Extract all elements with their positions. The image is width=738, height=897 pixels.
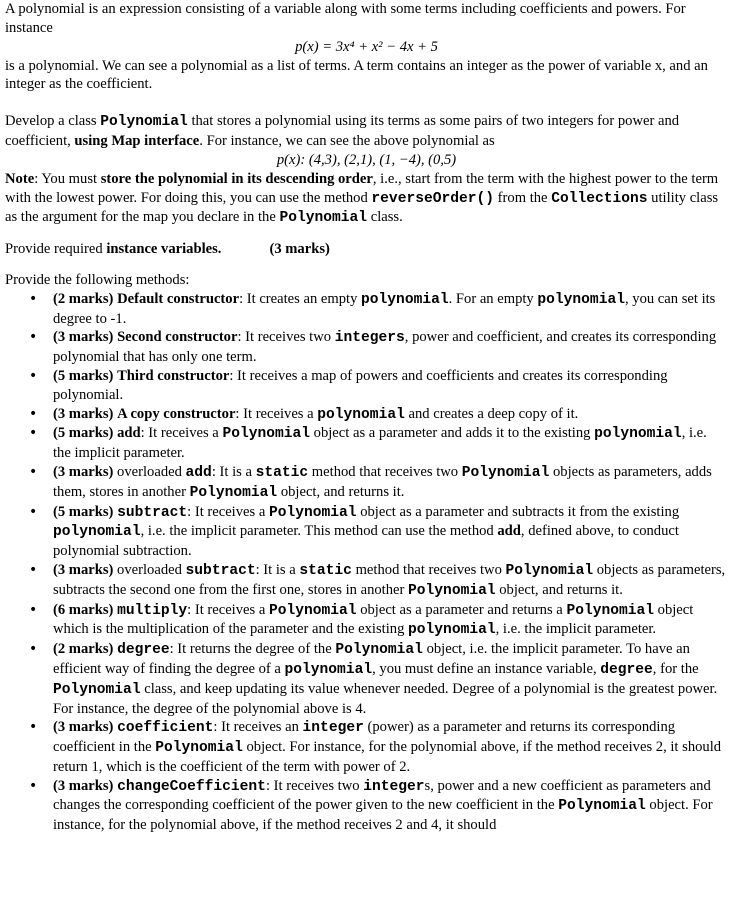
list-item: • (2 marks) Default constructor: It creates an empty polynomial. For an empty polynomial, you can set its degree to -1. [29,290,716,327]
spacer [5,94,728,112]
list-item: • (6 marks) multiply: It receives a Polynomial object as a parameter and returns a Polynomial object which is the multiplication of the parameter and the existing polynomial, i.e. the implicit parameter. [29,601,694,639]
list-item: • (3 marks) Second constructor: It receives two integers, power and coefficient, and creates its corresponding polynomial that has only one term. [29,329,717,366]
bullet-icon: • [29,601,38,618]
methods-intro: Provide the following methods: [5,271,190,288]
bullet-icon: • [29,290,38,307]
list-item: • (3 marks) overloaded add: It is a static method that receives two Polynomial objects as parameters, adds them, stores in another Polynomial object, and returns it. [29,463,712,501]
class-name-code: Polynomial [100,114,188,131]
list-item: • (3 marks) A copy constructor: It receives a polynomial and creates a deep copy of it. [29,405,579,423]
list-item: • (2 marks) degree: It returns the degree of the Polynomial object, i.e. the implicit parameter. To have an efficient way of finding the degree of a polynomial, you must define an instance variable, degree, for the Polynomial class, and keep updating its value whenever needed. Degree of a polynomial is the greatest power. For instance, the degree of the polynomial above is 4. [29,641,718,717]
instance-variables-line: Provide required instance variables. (3 marks) [5,241,330,258]
reverse-order-code: reverseOrder() [371,190,495,207]
bullet-icon: • [29,719,38,736]
bullet-icon: • [29,641,38,658]
list-item: • (3 marks) overloaded subtract: It is a static method that receives two Polynomial objects as parameters, subtracts the second one from the first one, stores in another Polynomial object, and returns it. [29,561,726,599]
bullet-icon: • [29,561,38,578]
intro-paragraph-2: is a polynomial. We can see a polynomial as a list of terms. A term contains an integer as the power of variable x, and an integer as the coefficient. [5,57,708,93]
list-item: • (3 marks) coefficient: It receives an integer (power) as a parameter and returns its corresponding coefficient in the Polynomial object. For instance, for the polynomial above, if the method receives 2, it should return 1, which is the coefficient of the term with power of 2. [29,719,722,775]
list-item: • (5 marks) subtract: It receives a Polynomial object as a parameter and subtracts it from the existing polynomial, i.e. the implicit parameter. This method can use the method add, defined above, to conduct polynomial subtraction. [29,503,680,560]
bullet-icon: • [29,777,38,794]
bullet-icon: • [29,503,38,520]
bullet-icon: • [29,405,38,422]
bullet-icon: • [29,463,38,480]
polynomial-equation: p(x) = 3x⁴ + x² − 4x + 5 [295,38,438,55]
spacer [5,259,728,271]
list-item: • (5 marks) add: It receives a Polynomial object as a parameter and adds it to the existing polynomial, i.e. the implicit parameter. [29,425,707,462]
develop-paragraph: Develop a class Polynomial that stores a polynomial using its terms as some pairs of two integers for power and coefficient, using Map interface. For instance, we can see the above polynomial as [5,113,680,149]
note-paragraph: Note: You must store the polynomial in its descending order, i.e., start from the term with the highest power to the term with the lowest power. For doing this, you can use the method reverseOrder() from the Collections utility class as the argument for the map you declare in the Polynomial class. [5,170,719,227]
bullet-icon: • [29,329,38,346]
pairs-equation: p(x): (4,3), (2,1), (1, −4), (0,5) [276,151,457,168]
methods-list [5,290,728,835]
bullet-icon: • [29,367,38,384]
bullet-icon: • [29,425,38,442]
list-item: • (3 marks) changeCoefficient: It receives two integers, power and a new coefficient as parameters and changes the corresponding coefficient of the power given to the new coefficient in the Polynomial object. For instance, for the polynomial above, if the method receives 2 and 4, it should [29,777,713,834]
intro-paragraph: A polynomial is an expression consisting of a variable along with some terms including coefficients and powers. For instance [5,1,686,36]
marks-label: (3 marks) [269,241,330,258]
spacer [5,228,728,240]
collections-code: Collections [551,190,648,207]
list-item: • (5 marks) Third constructor: It receives a map of powers and coefficients and creates its corresponding polynomial. [29,367,668,403]
